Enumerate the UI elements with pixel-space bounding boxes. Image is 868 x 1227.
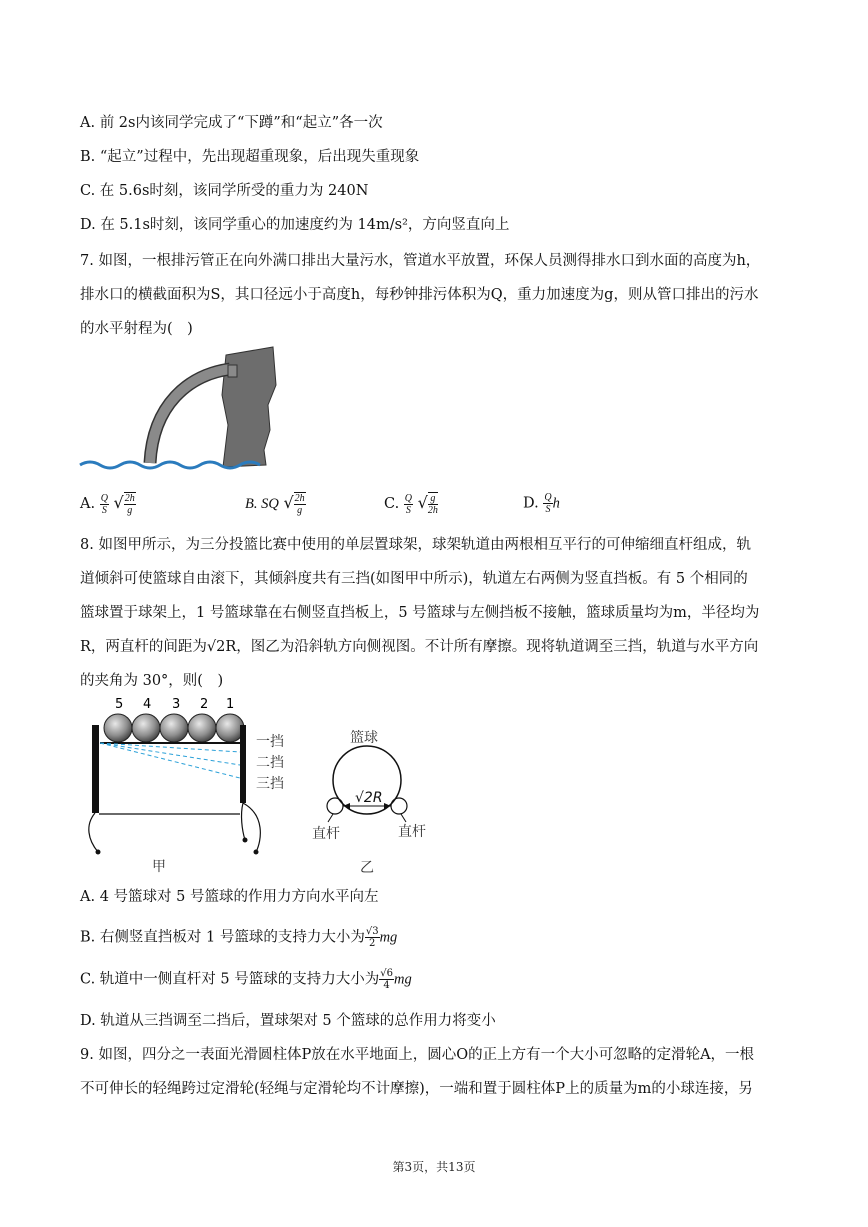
gear-label-3: 三挡 (256, 776, 284, 792)
q8-option-b: B. 右侧竖直挡板对 1 号篮球的支持力大小为 $\frac{√3}{2}$ mg (80, 926, 398, 949)
ball-5 (104, 714, 132, 742)
rod-label-right: 直杆 (398, 824, 426, 840)
q7-stem-line1: 7. 如图，一根排污管正在向外满口排出大量污水，管道水平放置，环保人员测得排水口到水面的高度为h， (80, 253, 761, 269)
ball-4 (132, 714, 160, 742)
gear-label-1: 一挡 (256, 734, 284, 750)
q8-option-a: A. 4 号篮球对 5 号篮球的作用力方向水平向左 (80, 889, 379, 905)
q7-option-b: B. SQ √ $\frac{2h}{g}$ (245, 493, 305, 516)
ball-number-1: 1 (226, 697, 235, 712)
page-footer: 第3页，共13页 (392, 1160, 476, 1174)
distance-label: √2R (355, 790, 383, 806)
q7-stem-line2: 排水口的横截面积为S，其口径远小于高度h，每秒钟排污体积为Q，重力加速度为g，则从管口排出的污水 (80, 287, 759, 303)
q9-stem-line2: 不可伸长的轻绳跨过定滑轮(轻绳与定滑轮均不计摩擦)，一端和置于圆柱体P上的质量为m的小球连接，另 (80, 1081, 753, 1097)
ball-number-5: 5 (115, 697, 124, 712)
gear-label-2: 二挡 (256, 755, 284, 771)
q7-stem-line3: 的水平射程为( ) (80, 321, 193, 337)
q7-option-c: C. $\frac{Q}{S}$ √ $\frac{g}{2h}$ (384, 492, 438, 516)
q7-option-d: D. $\frac{Q}{S}$ h (523, 492, 560, 515)
ball-number-3: 3 (172, 697, 181, 712)
rod-label-left: 直杆 (312, 826, 340, 842)
figure-a-caption: 甲 (152, 859, 166, 875)
q6-option-d: D. 在 5.1s时刻，该同学重心的加速度约为 14m/s²，方向竖直向上 (80, 217, 510, 233)
q8-option-c: C. 轨道中一侧直杆对 5 号篮球的支持力大小为 $\frac{√6}{4}$ mg (80, 968, 412, 991)
q8-stem-line4: R，两直杆的间距为√2R，图乙为沿斜轨方向侧视图。不计所有摩擦。现将轨道调至三挡，轨道与水平方向 (80, 639, 759, 655)
ball-1 (216, 714, 244, 742)
q8-option-d: D. 轨道从三挡调至二挡后，置球架对 5 个篮球的总作用力将变小 (80, 1013, 496, 1029)
q7-option-a: A. $\frac{Q}{S}$ √ $\frac{2h}{g}$ (80, 492, 135, 516)
q8-figure-a (80, 690, 305, 880)
q8-stem-line5: 的夹角为 30°，则( ) (80, 673, 224, 689)
q8-stem-line2: 道倾斜可使篮球自由滚下，其倾斜度共有三挡(如图甲中所示)，轨道左右两侧为竖直挡板。有 5 个相同的 (80, 571, 748, 587)
ball-number-2: 2 (200, 697, 209, 712)
q6-option-c: C. 在 5.6s时刻，该同学所受的重力为 240N (80, 183, 369, 199)
q7-pipe-figure (78, 345, 278, 475)
q6-option-b: B. “起立”过程中，先出现超重现象，后出现失重现象 (80, 149, 420, 165)
q8-stem-line3: 篮球置于球架上，1 号篮球靠在右侧竖直挡板上，5 号篮球与左侧挡板不接触，篮球质量均为m，半径均为 (80, 605, 760, 621)
q8-stem-line1: 8. 如图甲所示，为三分投篮比赛中使用的单层置球架，球架轨道由两根相互平行的可伸缩细直杆组成，轨 (80, 537, 751, 553)
ball-number-4: 4 (143, 697, 152, 712)
q9-stem-line1: 9. 如图，四分之一表面光滑圆柱体P放在水平地面上，圆心O的正上方有一个大小可忽略的定滑轮A，一根 (80, 1047, 755, 1063)
ball-2 (188, 714, 216, 742)
ball-3 (160, 714, 188, 742)
figure-b-caption: 乙 (360, 860, 374, 876)
ball-label: 篮球 (350, 730, 378, 746)
q6-option-a: A. 前 2s内该同学完成了“下蹲”和“起立”各一次 (80, 115, 383, 131)
q8-figure-b (300, 722, 450, 880)
